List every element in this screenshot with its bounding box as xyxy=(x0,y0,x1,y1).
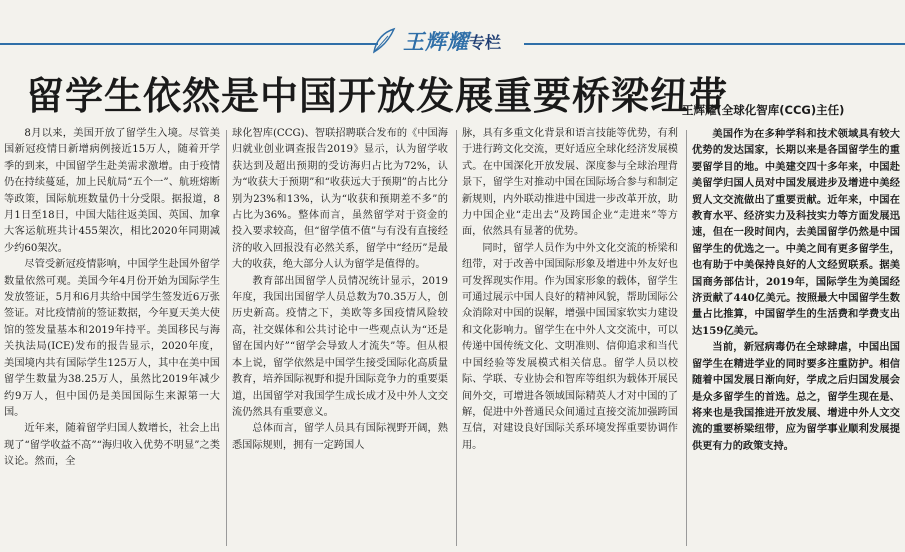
paragraph: 8月以来，美国开放了留学生入境。尽管美国新冠疫情日新增病例接近15万人，随着开学季的到来，中国留学生赴美需求激增。由于疫情仍在持续蔓延，加上民航局“五个一”、航班熔断等政策，国际航班数量仍十分受限。据报道，8月1日至18日，中国大陆往返美国、英国、加拿大客运航班共计455架次，相比2020年同期减少约60架次。 xyxy=(4,128,220,254)
paragraph: 美国作为在多种学科和技术领域具有较大优势的发达国家，长期以来是各国留学生的重要留学目的地。中美建交四十多年来，中国赴美留学归国人员对中国发展进步及增进中美经贸人文交流做出了重要贡献。近年来，中国在教育水平、经济实力及科技实力等方面发展迅速，但在一段时间内，去美国留学仍然是中国留学生的优选之一。中美之间有更多留学生，也有助于中美保持良好的人文经贸联系。据美国商务部估计，2019年，国际学生为美国经济贡献了440亿美元。按照最大中国留学生数量占比推算，中国留学生的生活费和学费支出达159亿美元。 xyxy=(692,128,900,337)
article-body xyxy=(4,126,904,550)
column-author: 王辉耀 xyxy=(402,30,469,54)
paragraph: 同时，留学人员作为中外文化交流的桥梁和纽带，对于改善中国国际形象及增进中外友好也可发挥现实作用。作为国家形象的载体，留学生可通过展示中国人良好的精神风貌，帮助国际公众消除对中国的误解，增强中国国家软实力建设和文化影响力。留学生在中外人文交流中，可以传递中国传统文化、文明准则、信仰追求和当代中国经验等发展模式相关信息。留学人员以校际、学联、专业协会和智库等组织为载体开展民间外交，可增进各领域国际精英人才对中国的了解，促进中外普通民众间通过直接交流加强跨国互信，对建设良好国际关系环境发挥重要协调作用。 xyxy=(462,242,678,451)
paragraph: 近年来，随着留学归国人数增长，社会上出现了“留学收益不高”“海归收入优势不明显”之类议论。然而，全 xyxy=(4,423,220,468)
paragraph: 球化智库(CCG)、智联招聘联合发布的《中国海归就业创业调查报告2019》显示，认为留学收获达到及超出预期的受访海归占比为72%，认为“收获大于预期”和“收获远大于预期”的占比分别为23%和13%，认为“收获和预期差不多”的占比为36%。整体而言，虽然留学对于资金的投入要求较高，但“留学值不值”与有没有直接经济的收入回报没有必然关系，留学中“经历”是最大的收获，绝大部分人认为留学是值得的。 xyxy=(232,128,448,271)
column-suffix: 专栏 xyxy=(468,32,501,52)
header-rule-right xyxy=(524,43,905,45)
text-column-1 xyxy=(4,126,220,550)
paragraph: 尽管受新冠疫情影响，中国学生赴国外留学数量依然可观。美国今年4月份开始为国际学生发放签证，5月和6月共给中国学生签发近6万张签证。对比疫情前的签证数据，今年夏天美大使馆的签发量基本和2019年持平。美国移民与海关执法局(ICE)发布的报告显示，2020年度，美国境内共有国际学生125万人，其中在美中国留学生数量为38.25万人，虽然比2019年减少约9万人，但中国仍是美国国际生来源第一大国。 xyxy=(4,259,220,418)
paragraph: 教育部出国留学人员情况统计显示，2019年度，我国出国留学人员总数为70.35万人，创历史新高。疫情之下，美欧等多国疫情风险较高，社交媒体和公共讨论中一些观点认为“还是留在国内好”“留学会导致人才流失”等。但从根本上说，留学依然是中国学生接受国际化高质量教育，培养国际视野和提升国际竞争力的重要渠道，出国留学对我国学生成长成才及中外人文交流仍然具有重要意义。 xyxy=(232,275,448,418)
paragraph: 当前，新冠病毒仍在全球肆虐，中国出国留学生在精进学业的同时要多注重防护。相信随着中国发展日渐向好，学成之后归国发展会是众多留学生的首选。总之，留学生现在是、将来也是我国推进开放发展、增进中外人文交流的重要桥梁纽带，应为留学事业顺利发展提供更有力的政策支持。 xyxy=(692,341,900,452)
headline: 留学生依然是中国开放发展重要桥梁纽带 xyxy=(26,74,729,118)
column-header xyxy=(0,22,905,62)
text-column-3 xyxy=(462,126,678,550)
header-rule-left xyxy=(0,43,378,45)
column-tag xyxy=(382,24,522,58)
byline: 王辉耀(全球化智库(CCG)主任) xyxy=(682,103,845,117)
text-column-2 xyxy=(232,126,448,550)
text-column-4 xyxy=(692,126,900,550)
paragraph: 总体而言，留学人员具有国际视野开阔，熟悉国际规则，拥有一定跨国人 xyxy=(232,423,448,451)
paragraph: 脉，具有多重文化背景和语言技能等优势，有利于进行跨文化交流，更好适应全球化经济发展模式。在中国深化开放发展、深度参与全球治理背景下，留学生对推动中国在国际场合参与和制定新规则，内外联动推进中国进一步改革开放，助力中国企业“走出去”及跨国企业“走进来”等方面，依然具有显著的优势。 xyxy=(462,128,678,238)
